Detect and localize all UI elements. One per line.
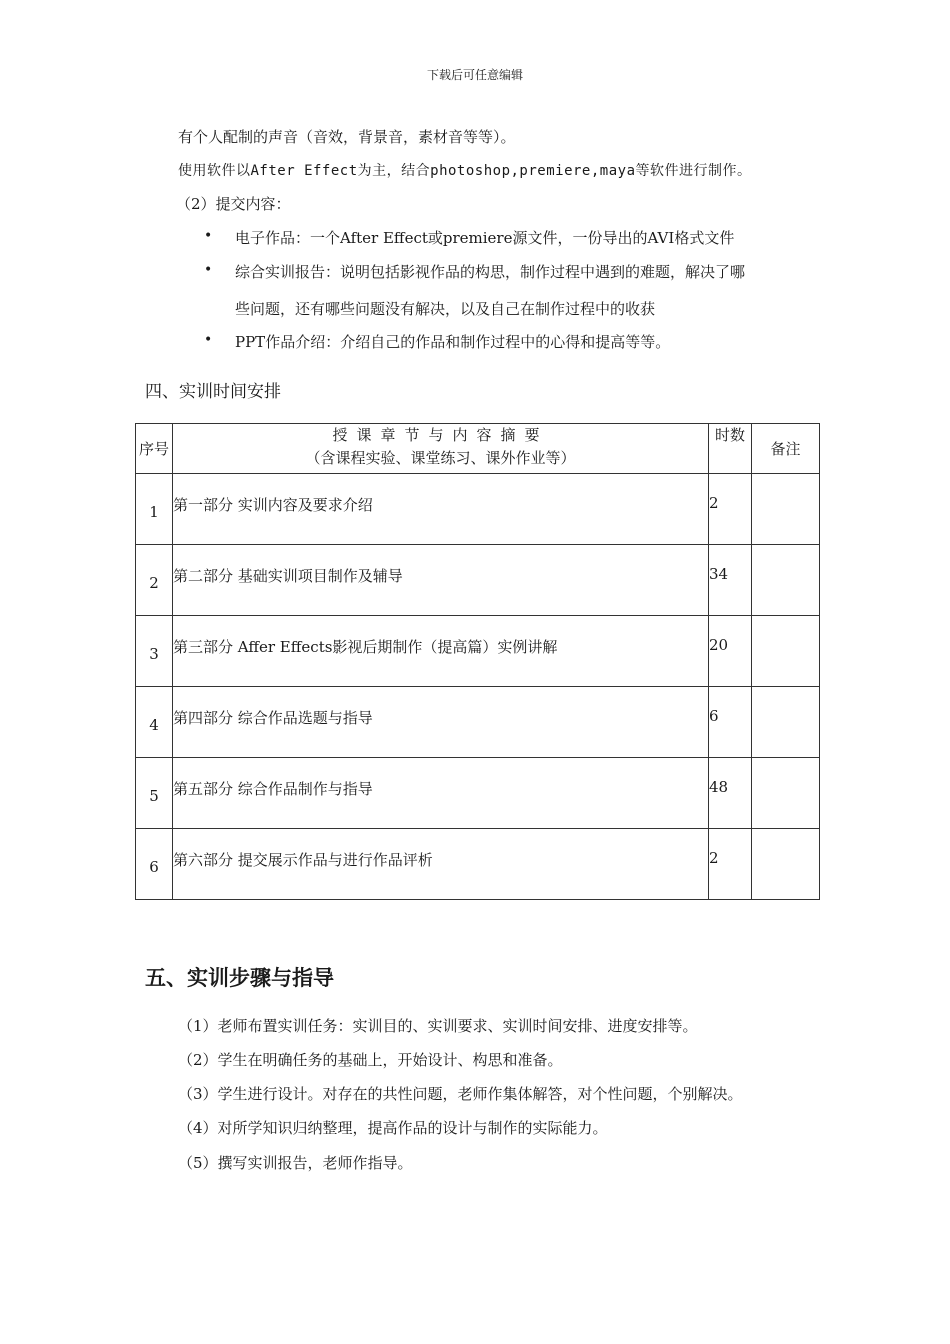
page-header: 下载后可任意编辑	[426, 68, 523, 82]
bullet-item-3: PPT作品介绍：介绍自己的作品和制作过程中的心得和提高等等。	[235, 333, 671, 351]
row-note	[752, 758, 820, 829]
step-5: （5）撰写实训报告，老师作指导。	[178, 1154, 413, 1172]
row-hours: 48	[709, 758, 752, 829]
row-content: 第三部分 Affer Effects影视后期制作（提高篇）实例讲解	[173, 616, 709, 687]
header-num: 序号	[136, 424, 173, 474]
row-note	[752, 687, 820, 758]
row-content: 第一部分 实训内容及要求介绍	[173, 474, 709, 545]
row-content: 第六部分 提交展示作品与进行作品评析	[173, 829, 709, 900]
bullet-dot-icon: •	[204, 262, 213, 278]
bullet-item-2: 综合实训报告：说明包括影视作品的构思，制作过程中遇到的难题，解决了哪	[235, 263, 746, 281]
submit-heading: （2）提交内容：	[176, 195, 291, 213]
row-content: 第二部分 基础实训项目制作及辅导	[173, 545, 709, 616]
table-row	[136, 616, 820, 687]
section-4-title: 四、实训时间安排	[145, 382, 281, 402]
intro-line-2: 使用软件以After Effect为主，结合photoshop,premiere,maya等软件进行制作。	[178, 163, 752, 179]
table-header-row	[136, 424, 820, 474]
row-num: 2	[136, 545, 173, 616]
table-row	[136, 545, 820, 616]
schedule-table	[135, 423, 820, 900]
row-content: 第五部分 综合作品制作与指导	[173, 758, 709, 829]
header-hours: 时数	[709, 424, 752, 474]
header-content	[173, 424, 709, 474]
row-num: 6	[136, 829, 173, 900]
bullet-item-1: 电子作品：一个After Effect或premiere源文件，一份导出的AVI格式文件	[235, 229, 735, 247]
row-content: 第四部分 综合作品选题与指导	[173, 687, 709, 758]
header-content-line2: （含课程实验、课堂练习、课外作业等）	[305, 449, 576, 467]
step-4: （4）对所学知识归纳整理，提高作品的设计与制作的实际能力。	[178, 1119, 608, 1137]
intro-line-1: 有个人配制的声音（音效，背景音，素材音等等）。	[178, 128, 516, 146]
header-note: 备注	[752, 424, 820, 474]
row-note	[752, 474, 820, 545]
row-hours: 6	[709, 687, 752, 758]
table-row	[136, 687, 820, 758]
row-hours: 34	[709, 545, 752, 616]
row-num: 3	[136, 616, 173, 687]
bullet-item-2-continued: 些问题，还有哪些问题没有解决，以及自己在制作过程中的收获	[235, 300, 656, 318]
table-row	[136, 758, 820, 829]
row-note	[752, 545, 820, 616]
row-num: 5	[136, 758, 173, 829]
row-note	[752, 829, 820, 900]
step-3: （3）学生进行设计。对存在的共性问题，老师作集体解答，对个性问题，个别解决。	[178, 1085, 743, 1103]
row-num: 1	[136, 474, 173, 545]
step-2: （2）学生在明确任务的基础上，开始设计、构思和准备。	[178, 1051, 563, 1069]
bullet-dot-icon: •	[204, 332, 213, 348]
table-row	[136, 474, 820, 545]
bullet-dot-icon: •	[204, 228, 213, 244]
row-hours: 2	[709, 474, 752, 545]
row-hours: 2	[709, 829, 752, 900]
section-5-title: 五、实训步骤与指导	[145, 966, 334, 990]
row-hours: 20	[709, 616, 752, 687]
row-note	[752, 616, 820, 687]
row-num: 4	[136, 687, 173, 758]
table-row	[136, 829, 820, 900]
header-content-line1: 授课章节与内容摘要	[332, 426, 549, 444]
step-1: （1）老师布置实训任务：实训目的、实训要求、实训时间安排、进度安排等。	[178, 1017, 698, 1035]
